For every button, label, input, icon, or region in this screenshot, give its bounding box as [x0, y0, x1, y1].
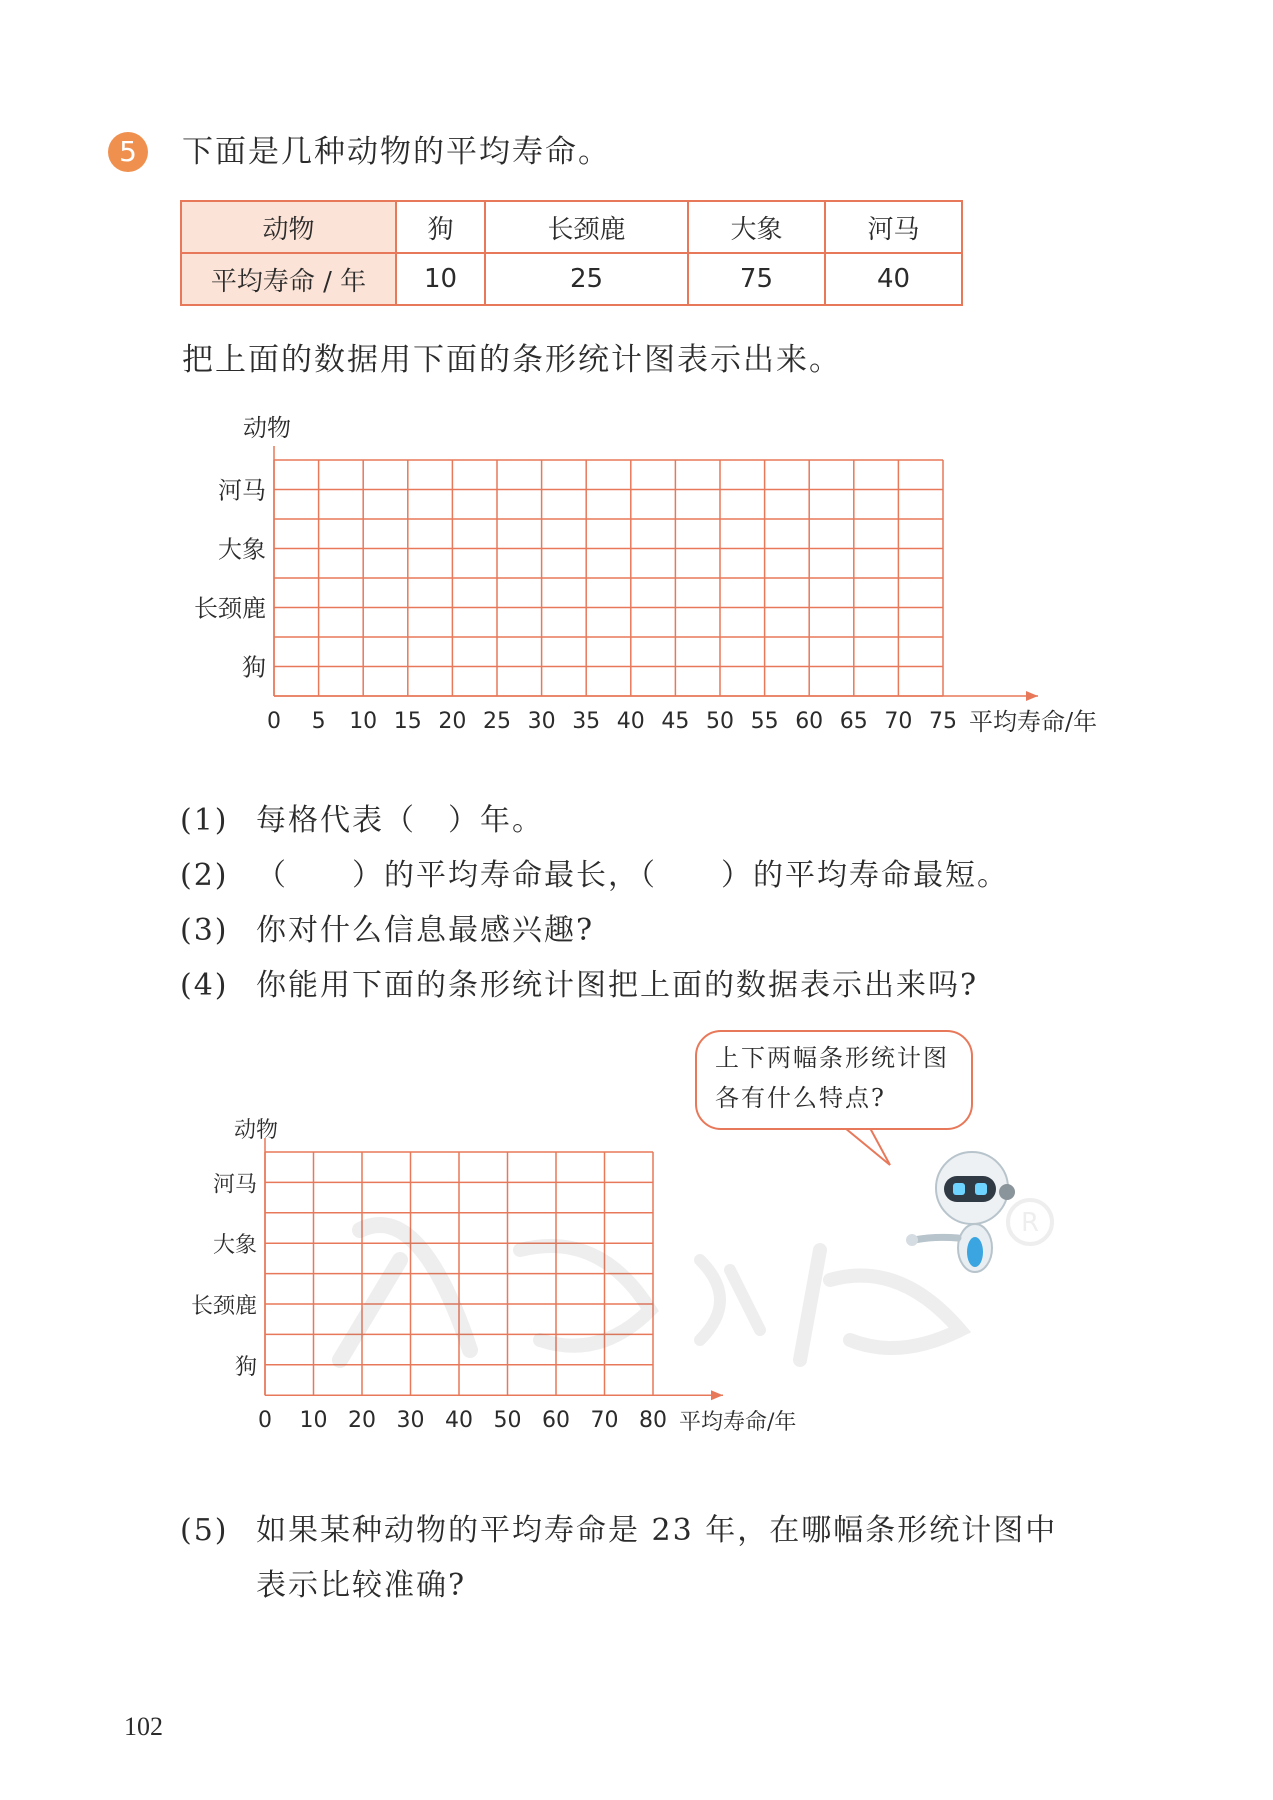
question-text: 你对什么信息最感兴趣? — [256, 913, 595, 948]
speech-bubble-line: 各有什么特点? — [715, 1084, 886, 1112]
x-tick-label: 70 — [884, 709, 913, 734]
table-cell-lifespan: 75 — [688, 253, 825, 305]
category-label: 狗 — [242, 653, 266, 682]
x-tick-label: 20 — [438, 709, 467, 734]
question-5-continuation: 表示比较准确? — [256, 1568, 467, 1603]
question-5 — [180, 1505, 1057, 1549]
category-label: 狗 — [234, 1354, 257, 1380]
speech-bubble-tail — [845, 1128, 890, 1165]
table-cell-lifespan: 40 — [825, 253, 962, 305]
svg-text:R: R — [1020, 1208, 1040, 1238]
table-cell-animal: 狗 — [396, 201, 485, 253]
x-tick-label: 0 — [258, 1408, 272, 1434]
category-label: 河马 — [212, 1172, 257, 1198]
question-number: (2) — [180, 858, 229, 893]
speech-bubble-line: 上下两幅条形统计图 — [715, 1044, 949, 1072]
x-tick-label: 50 — [493, 1408, 522, 1434]
table-header-lifespan: 平均寿命 / 年 — [181, 253, 396, 305]
question-text: 每格代表（ ）年。 — [256, 803, 544, 838]
publisher-watermark — [340, 1200, 1052, 1360]
x-tick-label: 40 — [445, 1408, 473, 1434]
question-4 — [180, 960, 978, 1004]
speech-bubble — [695, 1030, 973, 1130]
x-tick-label: 40 — [616, 709, 645, 734]
instruction-text: 把上面的数据用下面的条形统计图表示出来。 — [182, 342, 842, 378]
x-tick-label: 0 — [267, 709, 281, 734]
x-tick-label: 35 — [572, 709, 601, 734]
question-text: 如果某种动物的平均寿命是 23 年，在哪幅条形统计图中 — [256, 1513, 1058, 1548]
bar-chart-1 — [194, 414, 1097, 736]
question-text: 你能用下面的条形统计图把上面的数据表示出来吗? — [256, 968, 979, 1003]
x-tick-label: 60 — [795, 709, 824, 734]
x-tick-label: 30 — [527, 709, 556, 734]
bar-chart-2 — [191, 1118, 796, 1435]
robot-icon — [906, 1152, 1015, 1272]
category-label: 长颈鹿 — [190, 1294, 257, 1319]
question-3 — [180, 905, 594, 949]
x-axis-arrowhead — [711, 1390, 723, 1400]
problem-number-badge: 5 — [108, 132, 148, 172]
question-number: (1) — [180, 803, 229, 838]
table-cell-animal: 大象 — [688, 201, 825, 253]
x-tick-label: 80 — [639, 1408, 667, 1434]
question-number: (5) — [180, 1513, 229, 1548]
x-tick-label: 5 — [311, 709, 326, 734]
x-axis-arrowhead — [1026, 691, 1038, 701]
y-axis-label: 动物 — [243, 414, 291, 442]
x-tick-label: 45 — [661, 709, 690, 734]
x-tick-label: 55 — [750, 709, 779, 734]
table-cell-lifespan: 25 — [485, 253, 688, 305]
x-axis-label: 平均寿命/年 — [969, 708, 1098, 736]
table-cell-lifespan: 10 — [396, 253, 485, 305]
y-axis-label: 动物 — [234, 1118, 279, 1143]
problem-heading: 下面是几种动物的平均寿命。 — [182, 134, 611, 170]
table-cell-animal: 长颈鹿 — [485, 201, 688, 253]
table-cell-animal: 河马 — [825, 201, 962, 253]
question-2 — [180, 850, 1009, 894]
category-label: 大象 — [218, 535, 266, 564]
x-tick-label: 60 — [542, 1408, 570, 1434]
category-label: 大象 — [212, 1233, 257, 1259]
question-number: (3) — [180, 913, 229, 948]
x-tick-label: 10 — [299, 1408, 328, 1434]
page-number: 102 — [124, 1712, 163, 1741]
x-tick-label: 75 — [929, 709, 957, 734]
x-tick-label: 30 — [396, 1408, 425, 1434]
x-tick-label: 20 — [348, 1408, 376, 1434]
category-label: 河马 — [218, 476, 266, 505]
question-text: （ ）的平均寿命最长，（ ）的平均寿命最短。 — [256, 858, 1009, 893]
question-1 — [180, 795, 544, 839]
category-label: 长颈鹿 — [194, 594, 266, 623]
x-axis-label: 平均寿命/年 — [679, 1410, 797, 1436]
x-tick-label: 25 — [483, 709, 511, 734]
x-tick-label: 65 — [839, 709, 868, 734]
x-tick-label: 50 — [706, 709, 734, 734]
x-tick-label: 15 — [393, 709, 422, 734]
x-tick-label: 70 — [590, 1408, 619, 1434]
x-tick-label: 10 — [349, 709, 378, 734]
table-header-animal: 动物 — [181, 201, 396, 253]
question-number: (4) — [180, 968, 229, 1003]
